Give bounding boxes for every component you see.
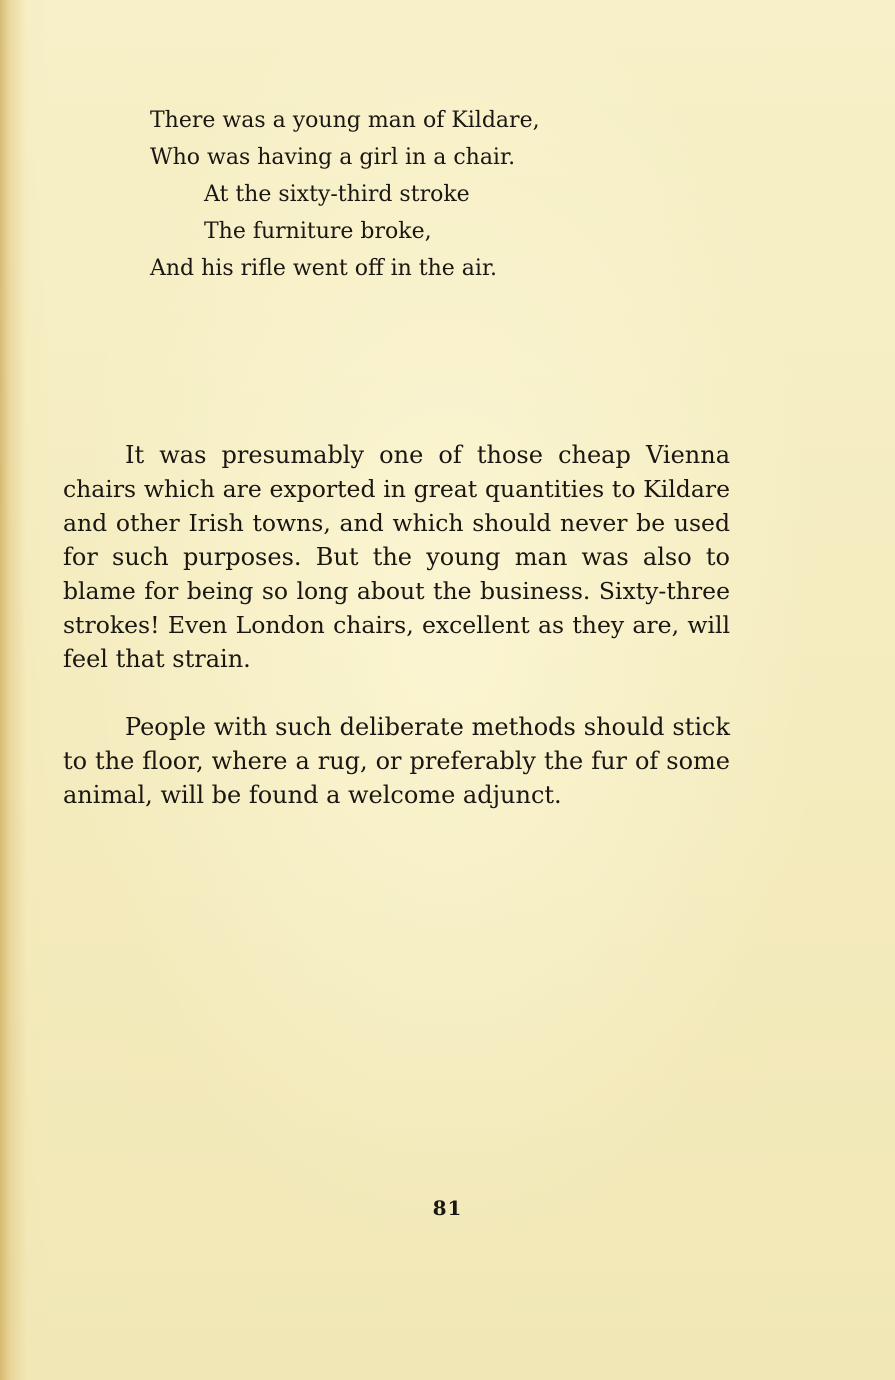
text-line: animal, will be found a welcome adjunct. bbox=[63, 781, 562, 809]
text-line: People with such deliberate methods should stick bbox=[125, 713, 730, 741]
text-line: and other Irish towns, and which should never be used bbox=[63, 509, 730, 537]
verse-line: Who was having a girl in a chair. bbox=[150, 145, 516, 170]
verse-line: At the sixty-third stroke bbox=[204, 182, 470, 207]
limerick-verse bbox=[150, 102, 670, 287]
text-line: for such purposes. But the young man was also to bbox=[63, 543, 730, 571]
text-line: blame for being so long about the business. Sixty-three bbox=[63, 577, 730, 605]
text-line: strokes! Even London chairs, excellent as they are, will bbox=[63, 611, 730, 639]
text-line: to the floor, where a rug, or preferably the fur of some bbox=[63, 747, 730, 775]
text-line: chairs which are exported in great quantities to Kildare bbox=[63, 475, 730, 503]
text-line: It was presumably one of those cheap Vienna bbox=[125, 441, 730, 469]
commentary-paragraph-2 bbox=[63, 710, 730, 812]
commentary-paragraph-1 bbox=[63, 438, 730, 676]
verse-line: There was a young man of Kildare, bbox=[150, 108, 540, 133]
page-number: 81 bbox=[432, 1196, 463, 1220]
text-line: feel that strain. bbox=[63, 645, 251, 673]
verse-line: And his rifle went off in the air. bbox=[150, 256, 498, 281]
verse-line: The furniture broke, bbox=[204, 219, 432, 244]
